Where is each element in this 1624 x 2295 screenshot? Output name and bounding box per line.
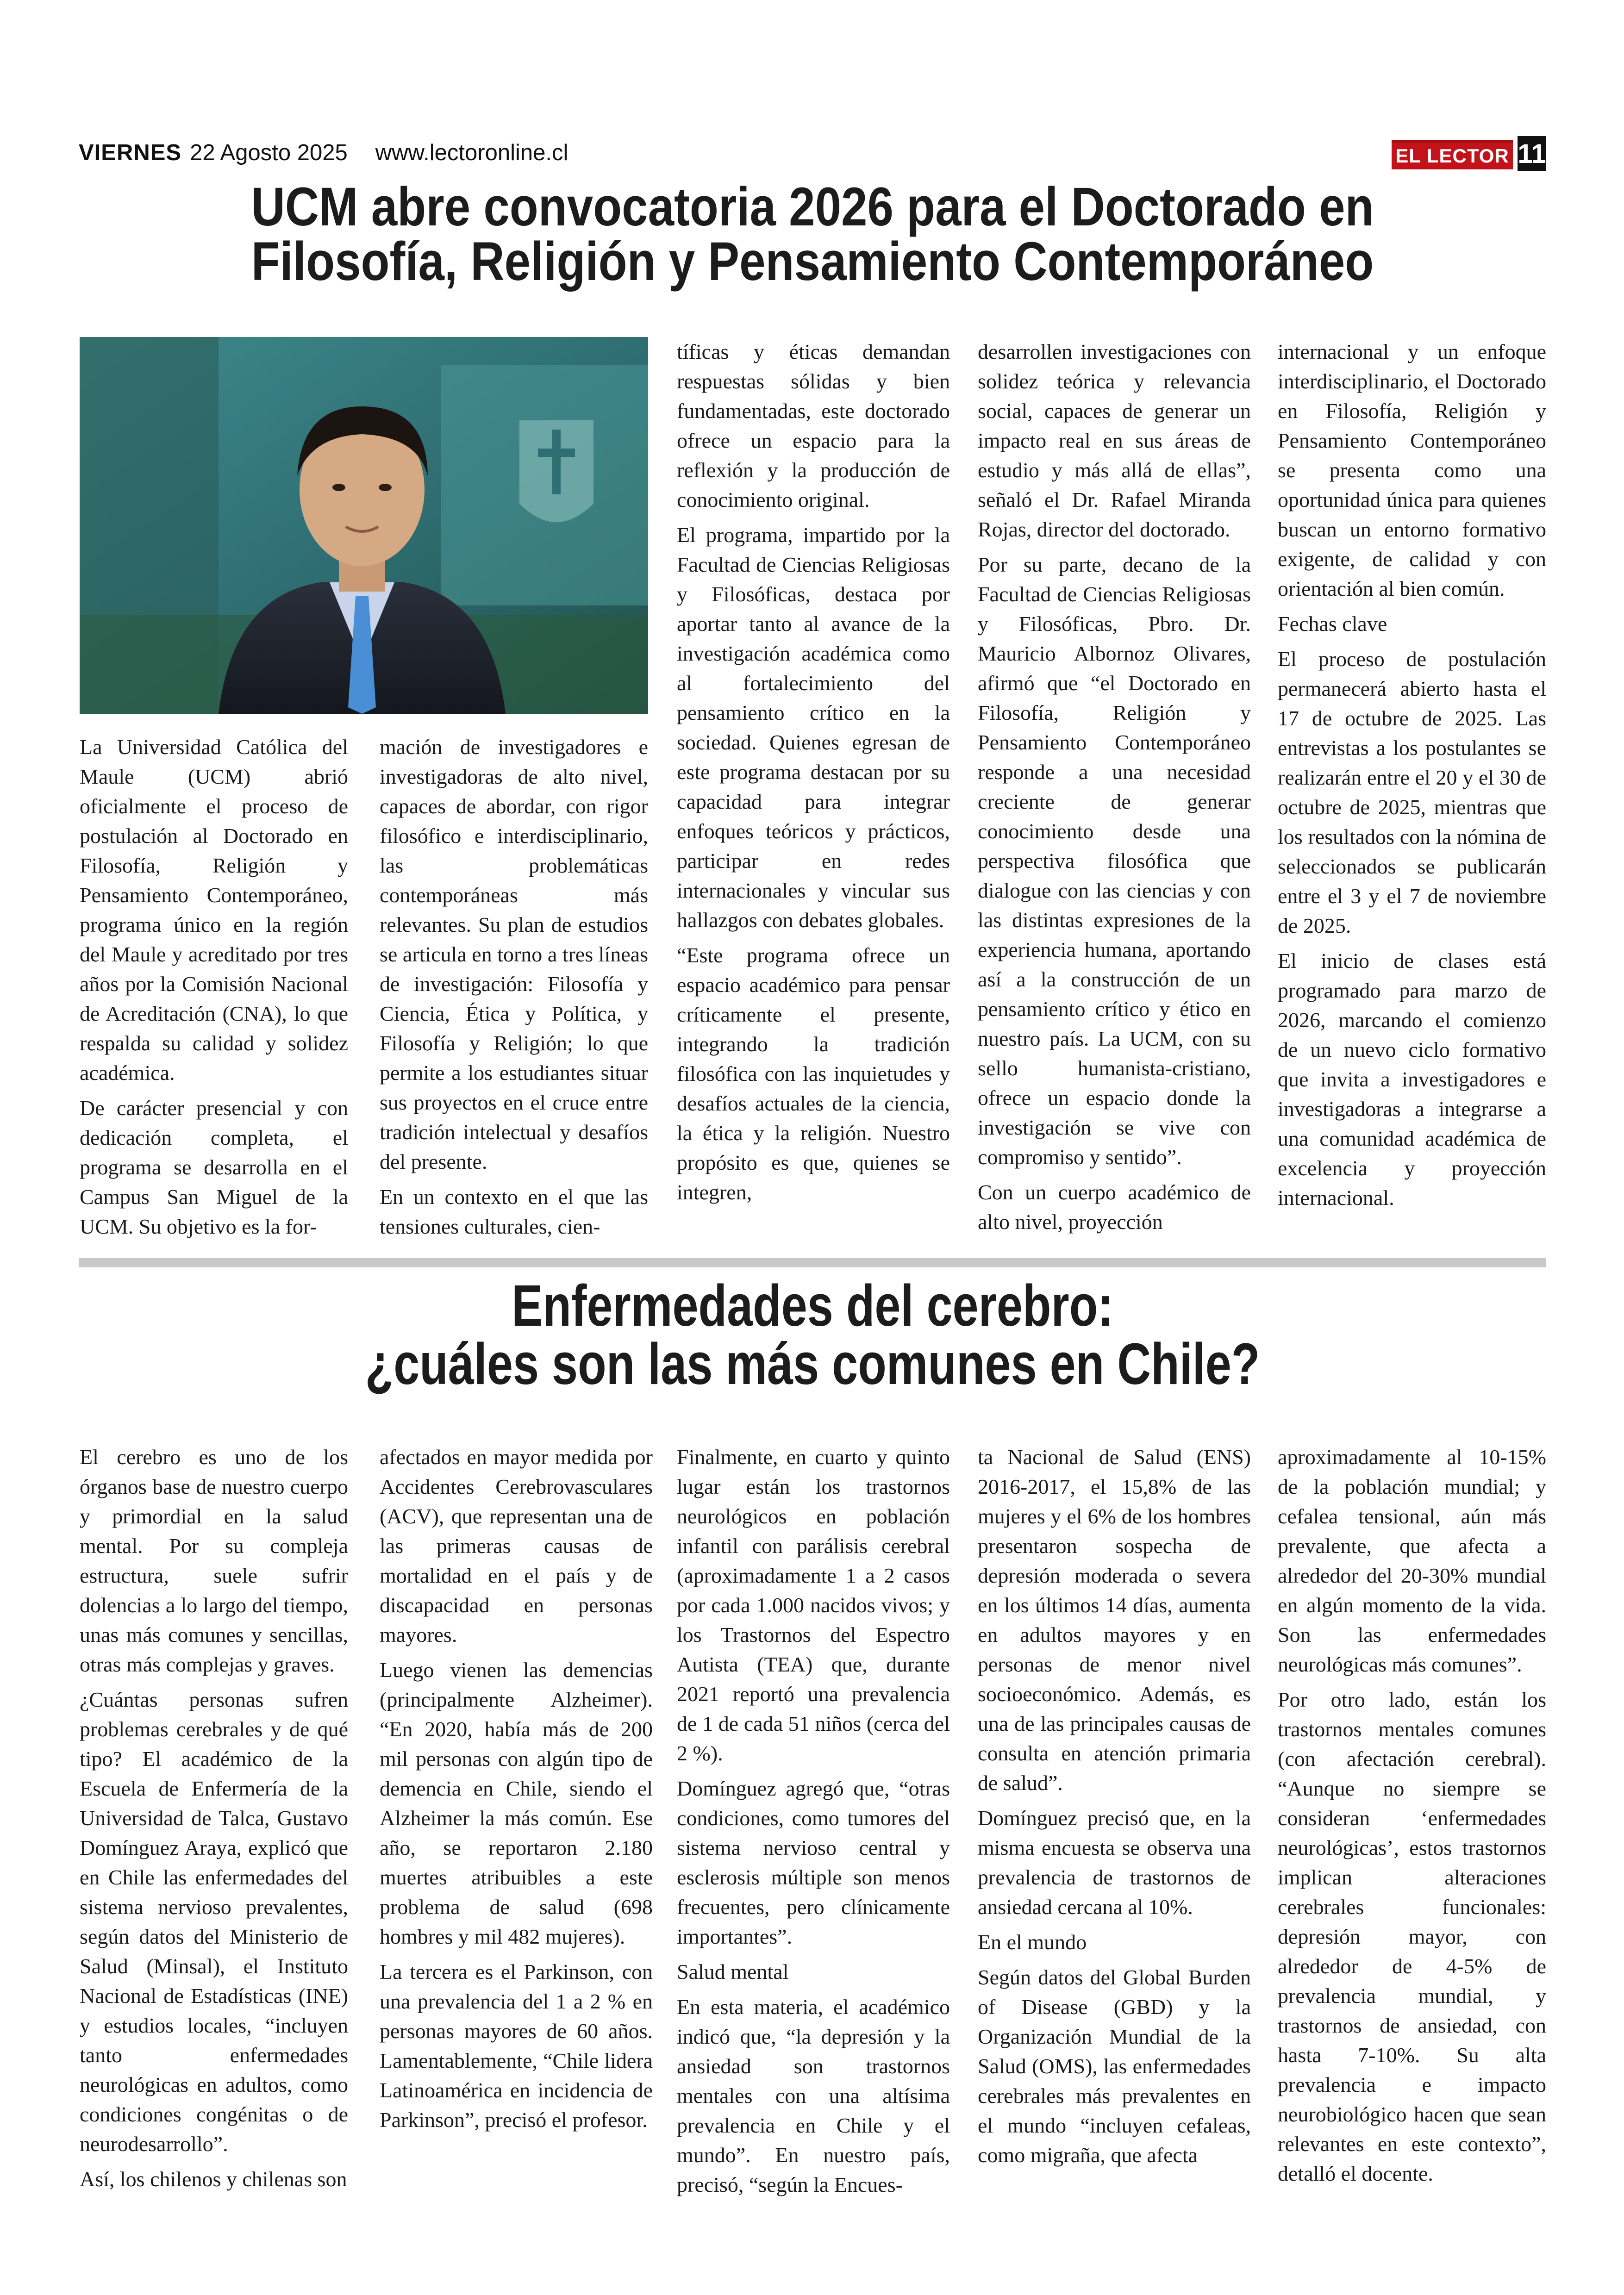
- article2-column-5: [1278, 1442, 1546, 2194]
- paragraph: Según datos del Global Burden of Disease (GBD) y la Organización Mundial de la Salud (OMS), las enfermedades cerebrales más prevalentes en el mundo “incluyen cefaleas, como migraña, que afecta: [978, 1965, 1251, 2167]
- paragraph: Finalmente, en cuarto y quinto lugar están los trastornos neurológicos en población infantil con parálisis cerebral (aproximadamente 1 a 2 casos por cada 1.000 nacidos vivos; y los Trastornos del Espectro Autista (TEA) que, durante 2021 reportó una prevalencia de 1 de cada 51 niños (cerca del 2 %).: [677, 1445, 950, 1765]
- paragraph: internacional y un enfoque interdisciplinario, el Doctorado en Filosofía, Religión y Pensamiento Contemporáneo se presenta como una oportunidad única para quienes buscan un entorno formativo exigente, de calidad y con orientación al bien común.: [1278, 340, 1546, 600]
- paragraph: tíficas y éticas demandan respuestas sólidas y bien fundamentadas, este doctorado ofrece un espacio para la reflexión y la producción de conocimiento original.: [677, 340, 950, 511]
- paragraph: afectados en mayor medida por Accidentes Cerebrovasculares (ACV), que representan una de las primeras causas de mortalidad en el país y de discapacidad en personas mayores.: [380, 1445, 653, 1646]
- article1-column-2: [380, 732, 648, 1247]
- paragraph: Luego vienen las demencias (principalmente Alzheimer). “En 2020, había más de 200 mil personas con algún tipo de demencia en Chile, siendo el Alzheimer la más común. Ese año, se reportaron 2.180 muertes atribuibles a este problema de salud (698 hombres y mil 482 mujeres).: [380, 1658, 653, 1948]
- article1-column-1: [80, 732, 348, 1247]
- article2-column-4: [978, 1442, 1251, 2176]
- paragraph: ¿Cuántas personas sufren problemas cerebrales y de qué tipo? El académico de la Escuela de Enfermería de la Universidad de Talca, Gustavo Domínguez Araya, explicó que en Chile las enfermedades del sistema nervioso prevalentes, según datos del Ministerio de Salud (Minsal), el Instituto Nacional de Estadísticas (INE) y estudios locales, “incluyen tanto enfermedades neurológicas en adultos, como condiciones congénitas o de neurodesarrollo”.: [80, 1688, 348, 2156]
- article1-column-5: [1278, 337, 1546, 1218]
- article-divider: [79, 1258, 1546, 1267]
- article1-headline-line: UCM abre convocatoria 2026 para el Doctorado en: [251, 176, 1374, 237]
- paragraph: En un contexto en el que las tensiones culturales, cien-: [380, 1185, 648, 1238]
- paragraph: De carácter presencial y con dedicación completa, el programa se desarrolla en el Campus San Miguel de la UCM. Su objetivo es la for-: [80, 1096, 348, 1238]
- paragraph: Por otro lado, están los trastornos mentales comunes (con afectación cerebral). “Aunque no siempre se consideran ‘enfermedades neurológicas’, estos trastornos implican alteraciones cerebrales funcionales: depresión mayor, con alrededor de 4-5% de prevalencia mundial, y trastornos de ansiedad, con hasta 7-10%. Su alta prevalencia e impacto neurobiológico hacen que sean relevantes en este contexto”, detalló el docente.: [1278, 1688, 1546, 2185]
- paragraph: aproximadamente al 10-15% de la población mundial; y cefalea tensional, aún más prevalente, que afecta a alrededor del 20-30% mundial en algún momento de la vida. Son las enfermedades neurológicas más comunes”.: [1278, 1445, 1546, 1676]
- article1-column-3: [677, 337, 950, 1213]
- paragraph: El proceso de postulación permanecerá abierto hasta el 17 de octubre de 2025. Las entrevistas a los postulantes se realizarán entre el 20 y el 30 de octubre de 2025, mientras que los resultados con la nómina de seleccionados se publicarán entre el 3 y el 7 de noviembre de 2025.: [1278, 647, 1546, 937]
- paragraph: Por su parte, decano de la Facultad de Ciencias Religiosas y Filosóficas, Pbro. Dr. Mauricio Albornoz Olivares, afirmó que “el Doctorado en Filosofía, Religión y Pensamiento Contemporáneo responde a una necesidad creciente de generar conocimiento desde una perspectiva filosófica que dialogue con las ciencias y con las distintas expresiones de la experiencia humana, aportando así a la construcción de un pensamiento crítico y ético en nuestro país. La UCM, con su sello humanista-cristiano, ofrece un espacio donde la investigación se vive con compromiso y sentido”.: [978, 553, 1251, 1169]
- section-subheading: Fechas clave: [1278, 612, 1387, 636]
- article2-headline-line: Enfermedades del cerebro:: [512, 1273, 1113, 1338]
- paragraph: El cerebro es uno de los órganos base de nuestro cuerpo y primordial en la salud mental. Por su compleja estructura, suele sufrir dolencias a lo largo del tiempo, unas más comunes y sencillas, otras más complejas y graves.: [80, 1445, 348, 1676]
- paragraph: mación de investigadores e investigadoras de alto nivel, capaces de abordar, con rigor filosófico e interdisciplinario, las problemáticas contemporáneas más relevantes. Su plan de estudios se articula en torno a tres líneas de investigación: Filosofía y Ciencia, Ética y Política, y Filosofía y Religión; lo que permite a los estudiantes situar sus proyectos en el cruce entre tradición intelectual y desafíos del presente.: [380, 735, 648, 1173]
- paragraph: El inicio de clases está programado para marzo de 2026, marcando el comienzo de un nuevo ciclo formativo que invita a investigadores e investigadoras a integrarse a una comunidad académica de excelencia y proyección internacional.: [1278, 949, 1546, 1210]
- header-date: 22 Agosto 2025: [190, 140, 348, 165]
- paragraph: Con un cuerpo académico de alto nivel, proyección: [978, 1180, 1251, 1234]
- paragraph: ta Nacional de Salud (ENS) 2016-2017, el 15,8% de las mujeres y el 6% de los hombres presentaron sospecha de depresión moderada o severa en los últimos 14 días, aumenta en adultos mayores y en personas de menor nivel socioeconómico. Además, es una de las principales causas de consulta en atención primaria de salud”.: [978, 1445, 1251, 1795]
- paragraph: La tercera es el Parkinson, con una prevalencia del 1 a 2 % en personas mayores de 60 años. Lamentablemente, “Chile lidera Latinoamérica en incidencia de Parkinson”, precisó el profesor.: [380, 1960, 653, 2132]
- article1-photo: [80, 337, 648, 714]
- article2-headline-line: ¿cuáles son las más comunes en Chile?: [365, 1331, 1260, 1397]
- section-subheading: Salud mental: [677, 1960, 789, 1983]
- article2-column-3: [677, 1442, 950, 2205]
- paragraph: Así, los chilenos y chilenas son: [80, 2167, 347, 2191]
- article1-headline-line: Filosofía, Religión y Pensamiento Contemporáneo: [251, 231, 1374, 292]
- paragraph: “Este programa ofrece un espacio académico para pensar críticamente el presente, integrando la tradición filosófica con las inquietudes y desafíos actuales de la ciencia, la ética y la religión. Nuestro propósito es que, quienes se integren,: [677, 943, 950, 1204]
- page-number: 11: [1518, 136, 1546, 171]
- article2-headline: [225, 1273, 1399, 1397]
- article1-headline: [181, 176, 1443, 292]
- paragraph: desarrollen investigaciones con solidez teórica y relevancia social, capaces de generar un impacto real en sus áreas de estudio y más allá de ellas”, señaló el Dr. Rafael Miranda Rojas, director del doctorado.: [978, 340, 1251, 541]
- header-day: VIERNES: [79, 140, 182, 165]
- article1-column-4: [978, 337, 1251, 1242]
- page-header: [79, 140, 568, 168]
- paragraph: Domínguez precisó que, en la misma encuesta se observa una prevalencia de trastornos de ansiedad cercana al 10%.: [978, 1806, 1251, 1919]
- person-portrait-photo: [80, 337, 648, 714]
- masthead-logo: EL LECTOR: [1392, 140, 1513, 169]
- header-url[interactable]: www.lectoronline.cl: [375, 140, 568, 165]
- paragraph: El programa, impartido por la Facultad de Ciencias Religiosas y Filosóficas, destaca por aportar tanto al avance de la investigación académica como al fortalecimiento del pensamiento crítico en la sociedad. Quienes egresan de este programa destacan por su capacidad para integrar enfoques teóricos y prácticos, participar en redes internacionales y vincular sus hallazgos con debates globales.: [677, 523, 950, 932]
- article2-column-1: [80, 1442, 348, 2200]
- paragraph: La Universidad Católica del Maule (UCM) abrió oficialmente el proceso de postulación al Doctorado en Filosofía, Religión y Pensamiento Contemporáneo, programa único en la región del Maule y acreditado por tres años por la Comisión Nacional de Acreditación (CNA), lo que respalda su calidad y solidez académica.: [80, 735, 348, 1085]
- paragraph: Domínguez agregó que, “otras condiciones, como tumores del sistema nervioso central y esclerosis múltiple son menos frecuentes, pero clínicamente importantes”.: [677, 1777, 950, 1948]
- article2-column-2: [380, 1442, 653, 2140]
- section-subheading: En el mundo: [978, 1930, 1087, 1954]
- paragraph: En esta materia, el académico indicó que, “la depresión y la ansiedad son trastornos mentales con una altísima prevalencia en Chile y el mundo”. En nuestro país, precisó, “según la Encues-: [677, 1995, 950, 2196]
